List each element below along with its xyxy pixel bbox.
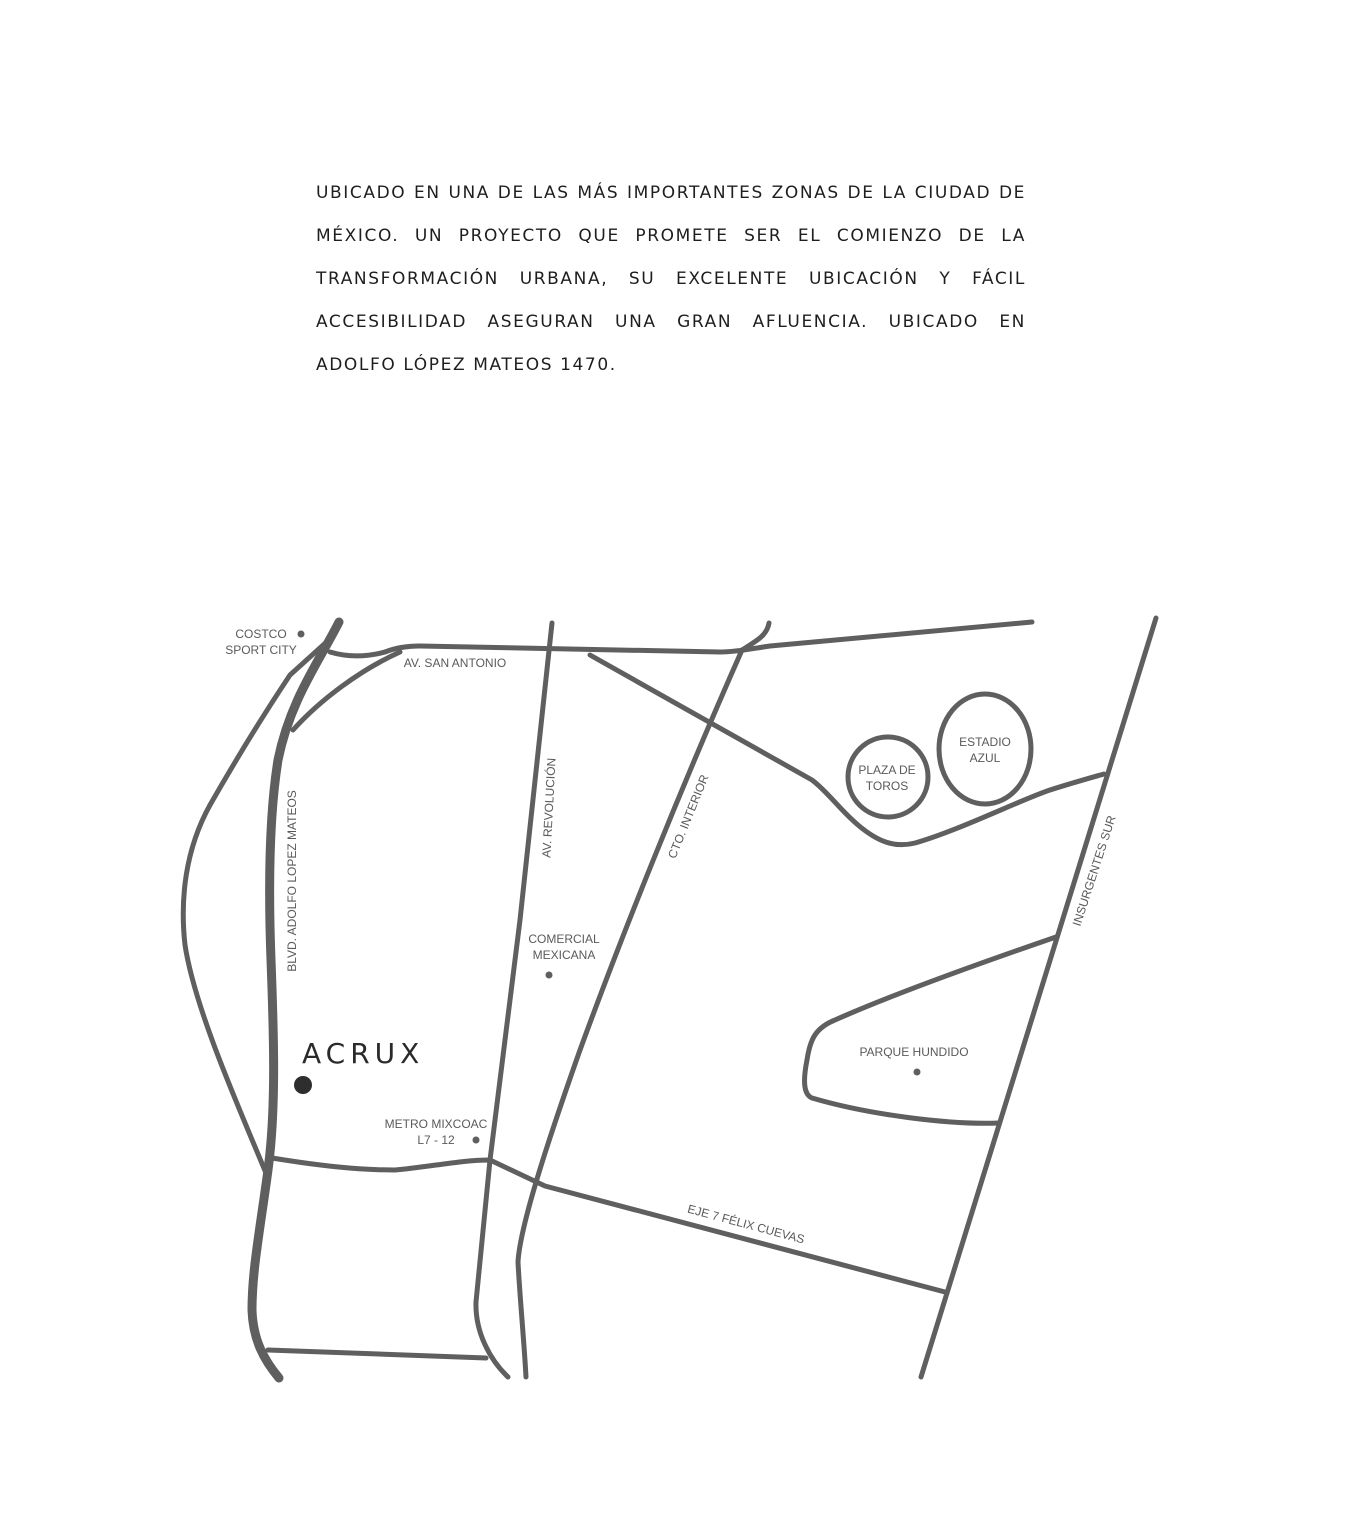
acrux-location-marker[interactable] [294,1076,312,1094]
revolucion-label: AV. REVOLUCIÓN [539,757,559,859]
costco-label-line1: COSTCO [235,627,287,641]
metro-mixcoac-label-line1: METRO MIXCOAC [384,1117,488,1131]
felix-cuevas-label: EJE 7 FÉLIX CUEVAS [686,1201,807,1247]
costco-label-line2: SPORT CITY [225,643,297,657]
road-diagonal-ne [590,655,1104,845]
road-san-antonio [330,622,1032,656]
plaza-de-toros-label-line1: PLAZA DE [858,763,916,777]
estadio-azul-outline [939,694,1031,804]
metro-mixcoac-marker [473,1137,480,1144]
map-labels [225,627,1119,1246]
road-south-connector [268,1350,486,1358]
costco-marker [298,631,305,638]
road-west-lateral [183,638,331,1178]
estadio-azul-label-line2: AZUL [969,751,1001,765]
san-antonio-label: AV. SAN ANTONIO [403,656,507,670]
insurgentes-label: INSURGENTES SUR [1069,813,1119,928]
comercial-mexicana-marker [546,972,553,979]
metro-mixcoac-label-line2: L7 - 12 [417,1133,455,1147]
road-parque-hundido-loop [805,937,1056,1123]
plaza-de-toros-label-line2: TOROS [865,779,909,793]
road-insurgentes [921,618,1156,1377]
landmark-circles [848,694,1031,817]
lopez-mateos-label: BLVD. ADOLFO LOPEZ MATEOS [285,790,299,972]
interior-label: CTO. INTERIOR [665,772,712,861]
road-network [183,618,1156,1378]
road-lopez-mateos [252,622,339,1378]
acrux-brand-label: ACRUX [302,1037,425,1070]
road-revolucion [476,623,552,1377]
road-felix-cuevas [272,1158,945,1292]
plaza-de-toros-outline [848,737,928,817]
parque-hundido-label: PARQUE HUNDIDO [859,1045,969,1059]
estadio-azul-label-line1: ESTADIO [959,735,1011,749]
comercial-mexicana-label-line2: MEXICANA [532,948,596,962]
comercial-mexicana-label-line1: COMERCIAL [528,932,600,946]
intro-paragraph: UBICADO EN UNA DE LAS MÁS IMPORTANTES ZONAS DE LA CIUDAD DE MÉXICO. UN PROYECTO QUE PROMETE SER EL COMIENZO DE LA TRANSFORMACIÓN URBANA, SU EXCELENTE UBICACIÓN Y FÁCIL ACCESIBILIDAD ASEGURAN UNA GRAN AFLUENCIA. UBICADO EN ADOLFO LÓPEZ MATEOS 1470. [316,183,1026,375]
road-lopez-mateos-branch [293,652,400,730]
parque-hundido-marker [914,1069,921,1076]
